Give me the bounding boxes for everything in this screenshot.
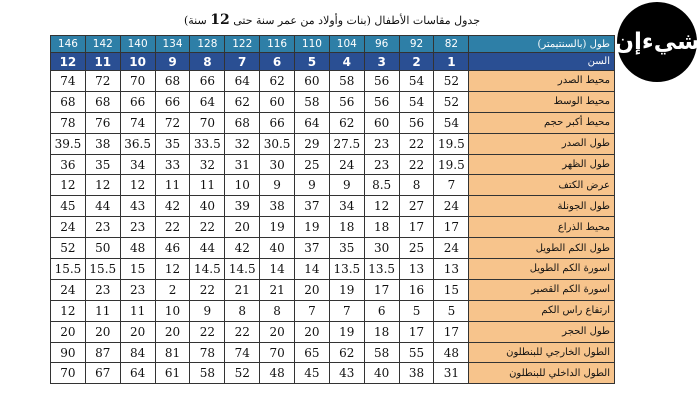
measurement-cell: 40	[260, 238, 295, 259]
table-row	[51, 154, 615, 175]
measurement-cell: 30.5	[260, 133, 295, 154]
measurement-cell: 11	[85, 300, 120, 321]
measurement-cell: 60	[295, 71, 330, 92]
measurement-cell: 58	[329, 71, 364, 92]
measurement-label: الطول الداخلي للبنطلون	[469, 363, 615, 384]
measurement-cell: 70	[120, 71, 155, 92]
measurement-cell: 52	[51, 238, 86, 259]
measurement-cell: 13	[434, 259, 469, 280]
measurement-cell: 18	[329, 217, 364, 238]
measurement-cell: 14	[260, 259, 295, 280]
measurement-cell: 35	[155, 133, 190, 154]
measurement-cell: 21	[260, 279, 295, 300]
measurement-cell: 9	[329, 175, 364, 196]
measurement-cell: 44	[190, 238, 225, 259]
measurement-cell: 32	[190, 154, 225, 175]
measurement-cell: 39	[225, 196, 260, 217]
measurement-label: طول الكم الطويل	[469, 238, 615, 259]
measurement-cell: 12	[364, 196, 399, 217]
brand-logo	[614, 2, 700, 82]
measurement-cell: 61	[155, 363, 190, 384]
age-header-cell: 6	[260, 53, 295, 71]
height-header-cell: 110	[295, 36, 330, 53]
measurement-cell: 62	[329, 112, 364, 133]
measurement-cell: 24	[434, 196, 469, 217]
measurement-cell: 12	[51, 300, 86, 321]
measurement-cell: 31	[434, 363, 469, 384]
measurement-cell: 23	[85, 279, 120, 300]
measurement-cell: 78	[190, 342, 225, 363]
height-header-cell: 146	[51, 36, 86, 53]
measurement-cell: 23	[364, 133, 399, 154]
measurement-cell: 20	[295, 279, 330, 300]
measurement-cell: 58	[364, 342, 399, 363]
measurement-cell: 27	[399, 196, 434, 217]
measurement-cell: 67	[85, 363, 120, 384]
measurement-cell: 81	[155, 342, 190, 363]
table-row	[51, 279, 615, 300]
measurement-cell: 16	[399, 279, 434, 300]
measurement-label: محيط الصدر	[469, 71, 615, 92]
measurement-cell: 30	[364, 238, 399, 259]
height-header-row	[51, 36, 615, 53]
measurement-cell: 23	[85, 217, 120, 238]
measurement-cell: 19	[329, 279, 364, 300]
measurement-cell: 50	[85, 238, 120, 259]
measurement-cell: 18	[364, 217, 399, 238]
measurement-cell: 25	[295, 154, 330, 175]
measurement-cell: 34	[329, 196, 364, 217]
measurement-cell: 15.5	[51, 259, 86, 280]
age-header-cell: 10	[120, 53, 155, 71]
table-row	[51, 133, 615, 154]
measurement-label: طول الجونلة	[469, 196, 615, 217]
age-header-cell: 2	[399, 53, 434, 71]
height-header-cell: 104	[329, 36, 364, 53]
measurement-cell: 72	[85, 71, 120, 92]
age-header-cell: 7	[225, 53, 260, 71]
measurement-cell: 12	[85, 175, 120, 196]
table-row	[51, 91, 615, 112]
measurement-cell: 36.5	[120, 133, 155, 154]
measurement-cell: 74	[120, 112, 155, 133]
measurement-cell: 20	[260, 321, 295, 342]
measurement-cell: 68	[155, 71, 190, 92]
measurement-label: طول الحجر	[469, 321, 615, 342]
measurement-cell: 23	[364, 154, 399, 175]
measurement-cell: 17	[364, 279, 399, 300]
page-title	[60, 12, 480, 30]
measurement-cell: 25	[399, 238, 434, 259]
measurement-cell: 22	[399, 133, 434, 154]
measurement-cell: 20	[51, 321, 86, 342]
measurement-cell: 54	[434, 112, 469, 133]
measurement-label: عرض الكتف	[469, 175, 615, 196]
measurement-cell: 27.5	[329, 133, 364, 154]
measurement-cell: 74	[51, 71, 86, 92]
measurement-cell: 62	[329, 342, 364, 363]
age-header-cell: 12	[51, 53, 86, 71]
measurement-cell: 42	[155, 196, 190, 217]
measurement-cell: 33	[155, 154, 190, 175]
measurement-cell: 13.5	[329, 259, 364, 280]
measurement-cell: 19	[295, 217, 330, 238]
measurement-cell: 30	[260, 154, 295, 175]
measurement-cell: 8	[399, 175, 434, 196]
measurement-cell: 54	[399, 71, 434, 92]
age-header-cell: 1	[434, 53, 469, 71]
measurement-cell: 70	[51, 363, 86, 384]
measurement-cell: 13.5	[364, 259, 399, 280]
measurement-cell: 58	[295, 91, 330, 112]
measurement-cell: 55	[399, 342, 434, 363]
measurement-cell: 9	[190, 300, 225, 321]
height-header-cell: 82	[434, 36, 469, 53]
measurement-cell: 7	[295, 300, 330, 321]
height-header-cell: 92	[399, 36, 434, 53]
table-row	[51, 196, 615, 217]
table-row	[51, 238, 615, 259]
measurement-cell: 32	[225, 133, 260, 154]
measurement-cell: 43	[120, 196, 155, 217]
measurement-label: طول الصدر	[469, 133, 615, 154]
measurement-cell: 64	[295, 112, 330, 133]
measurement-cell: 44	[85, 196, 120, 217]
age-header-cell: 8	[190, 53, 225, 71]
measurement-cell: 56	[329, 91, 364, 112]
measurement-cell: 15.5	[85, 259, 120, 280]
measurement-cell: 24	[51, 279, 86, 300]
measurement-cell: 64	[190, 91, 225, 112]
measurement-cell: 10	[155, 300, 190, 321]
measurement-cell: 38	[399, 363, 434, 384]
measurement-cell: 22	[190, 321, 225, 342]
measurement-cell: 15	[120, 259, 155, 280]
measurement-cell: 45	[51, 196, 86, 217]
measurement-cell: 8.5	[364, 175, 399, 196]
measurement-cell: 22	[190, 217, 225, 238]
measurement-cell: 19	[260, 217, 295, 238]
measurement-cell: 29	[295, 133, 330, 154]
measurement-cell: 11	[190, 175, 225, 196]
measurement-label: ارتفاع راس الكم	[469, 300, 615, 321]
height-header-label: طول (بالسنتيمتر)	[469, 36, 615, 53]
measurement-cell: 40	[364, 363, 399, 384]
age-header-cell: 11	[85, 53, 120, 71]
measurement-cell: 14.5	[225, 259, 260, 280]
height-header-cell: 128	[190, 36, 225, 53]
measurement-cell: 14.5	[190, 259, 225, 280]
measurement-cell: 24	[434, 238, 469, 259]
measurement-cell: 22	[155, 217, 190, 238]
measurement-cell: 65	[295, 342, 330, 363]
measurement-cell: 20	[225, 217, 260, 238]
measurement-cell: 34	[120, 154, 155, 175]
measurement-cell: 36	[51, 154, 86, 175]
measurement-cell: 19.5	[434, 133, 469, 154]
measurement-cell: 58	[190, 363, 225, 384]
measurement-cell: 35	[329, 238, 364, 259]
measurement-label: محيط أكبر حجم	[469, 112, 615, 133]
height-header-cell: 142	[85, 36, 120, 53]
measurement-cell: 38	[85, 133, 120, 154]
height-header-cell: 140	[120, 36, 155, 53]
measurement-cell: 9	[295, 175, 330, 196]
title-text-suffix: سنة)	[183, 14, 207, 27]
measurement-cell: 10	[225, 175, 260, 196]
measurement-cell: 64	[225, 71, 260, 92]
table-row	[51, 259, 615, 280]
measurement-cell: 70	[260, 342, 295, 363]
measurement-cell: 8	[225, 300, 260, 321]
measurement-cell: 37	[295, 238, 330, 259]
height-header-cell: 116	[260, 36, 295, 53]
measurement-cell: 23	[120, 217, 155, 238]
measurement-cell: 12	[155, 259, 190, 280]
measurement-cell: 42	[225, 238, 260, 259]
measurement-cell: 5	[434, 300, 469, 321]
measurement-cell: 22	[225, 321, 260, 342]
measurement-cell: 60	[260, 91, 295, 112]
measurement-cell: 12	[120, 175, 155, 196]
measurement-cell: 62	[260, 71, 295, 92]
table-row	[51, 363, 615, 384]
measurement-cell: 8	[260, 300, 295, 321]
measurement-cell: 20	[85, 321, 120, 342]
measurement-label: اسورة الكم الطويل	[469, 259, 615, 280]
measurement-cell: 20	[120, 321, 155, 342]
age-header-label: السن	[469, 53, 615, 71]
measurement-cell: 7	[329, 300, 364, 321]
measurement-cell: 9	[260, 175, 295, 196]
measurement-cell: 46	[155, 238, 190, 259]
measurement-cell: 22	[399, 154, 434, 175]
measurement-cell: 11	[120, 300, 155, 321]
measurement-cell: 84	[120, 342, 155, 363]
measurement-cell: 17	[399, 321, 434, 342]
age-header-cell: 9	[155, 53, 190, 71]
height-header-cell: 134	[155, 36, 190, 53]
measurement-cell: 22	[190, 279, 225, 300]
measurement-cell: 66	[155, 91, 190, 112]
measurement-label: محيط الوسط	[469, 91, 615, 112]
age-header-cell: 4	[329, 53, 364, 71]
measurement-label: محيط الذراع	[469, 217, 615, 238]
measurement-cell: 74	[225, 342, 260, 363]
measurement-cell: 68	[225, 112, 260, 133]
measurement-cell: 21	[225, 279, 260, 300]
measurement-cell: 35	[85, 154, 120, 175]
measurement-cell: 18	[364, 321, 399, 342]
measurement-cell: 43	[329, 363, 364, 384]
measurement-cell: 52	[434, 71, 469, 92]
height-header-cell: 122	[225, 36, 260, 53]
measurement-cell: 20	[295, 321, 330, 342]
table-row	[51, 300, 615, 321]
table-row	[51, 175, 615, 196]
table-body	[51, 36, 615, 384]
measurement-cell: 31	[225, 154, 260, 175]
measurement-cell: 52	[225, 363, 260, 384]
measurement-cell: 7	[434, 175, 469, 196]
measurement-cell: 48	[434, 342, 469, 363]
logo-text: شيءإن	[614, 29, 700, 55]
measurement-label: الطول الخارجي للبنطلون	[469, 342, 615, 363]
measurement-cell: 11	[155, 175, 190, 196]
measurement-cell: 90	[51, 342, 86, 363]
kids-size-table	[50, 35, 615, 384]
measurement-cell: 19	[329, 321, 364, 342]
age-header-cell: 5	[295, 53, 330, 71]
measurement-cell: 5	[399, 300, 434, 321]
measurement-cell: 68	[51, 91, 86, 112]
measurement-cell: 56	[364, 71, 399, 92]
table-row	[51, 71, 615, 92]
measurement-cell: 66	[260, 112, 295, 133]
measurement-cell: 24	[51, 217, 86, 238]
measurement-cell: 24	[329, 154, 364, 175]
age-header-row	[51, 53, 615, 71]
measurement-cell: 56	[399, 112, 434, 133]
measurement-cell: 76	[85, 112, 120, 133]
measurement-cell: 38	[260, 196, 295, 217]
measurement-cell: 17	[399, 217, 434, 238]
measurement-cell: 64	[120, 363, 155, 384]
measurement-cell: 15	[434, 279, 469, 300]
title-text: جدول مقاسات الأطفال (بنات وأولاد من عمر سنة حتى	[233, 14, 480, 27]
measurement-cell: 17	[434, 217, 469, 238]
measurement-cell: 78	[51, 112, 86, 133]
measurement-cell: 12	[51, 175, 86, 196]
measurement-cell: 54	[399, 91, 434, 112]
measurement-cell: 37	[295, 196, 330, 217]
measurement-cell: 87	[85, 342, 120, 363]
measurement-cell: 60	[364, 112, 399, 133]
age-header-cell: 3	[364, 53, 399, 71]
measurement-cell: 17	[434, 321, 469, 342]
measurement-cell: 20	[155, 321, 190, 342]
table-row	[51, 112, 615, 133]
measurement-cell: 45	[295, 363, 330, 384]
measurement-cell: 72	[155, 112, 190, 133]
measurement-cell: 52	[434, 91, 469, 112]
measurement-label: طول الظهر	[469, 154, 615, 175]
measurement-cell: 14	[295, 259, 330, 280]
title-age-number: 12	[210, 12, 230, 28]
measurement-cell: 48	[260, 363, 295, 384]
table-row	[51, 217, 615, 238]
measurement-cell: 13	[399, 259, 434, 280]
measurement-cell: 6	[364, 300, 399, 321]
measurement-cell: 48	[120, 238, 155, 259]
measurement-cell: 39.5	[51, 133, 86, 154]
measurement-cell: 2	[155, 279, 190, 300]
measurement-cell: 66	[190, 71, 225, 92]
measurement-cell: 56	[364, 91, 399, 112]
measurement-cell: 40	[190, 196, 225, 217]
measurement-cell: 66	[120, 91, 155, 112]
measurement-cell: 62	[225, 91, 260, 112]
measurement-cell: 70	[190, 112, 225, 133]
table-row	[51, 321, 615, 342]
measurement-cell: 19.5	[434, 154, 469, 175]
height-header-cell: 96	[364, 36, 399, 53]
measurement-cell: 23	[120, 279, 155, 300]
measurement-label: اسورة الكم القصير	[469, 279, 615, 300]
measurement-cell: 33.5	[190, 133, 225, 154]
table-row	[51, 342, 615, 363]
measurement-cell: 68	[85, 91, 120, 112]
